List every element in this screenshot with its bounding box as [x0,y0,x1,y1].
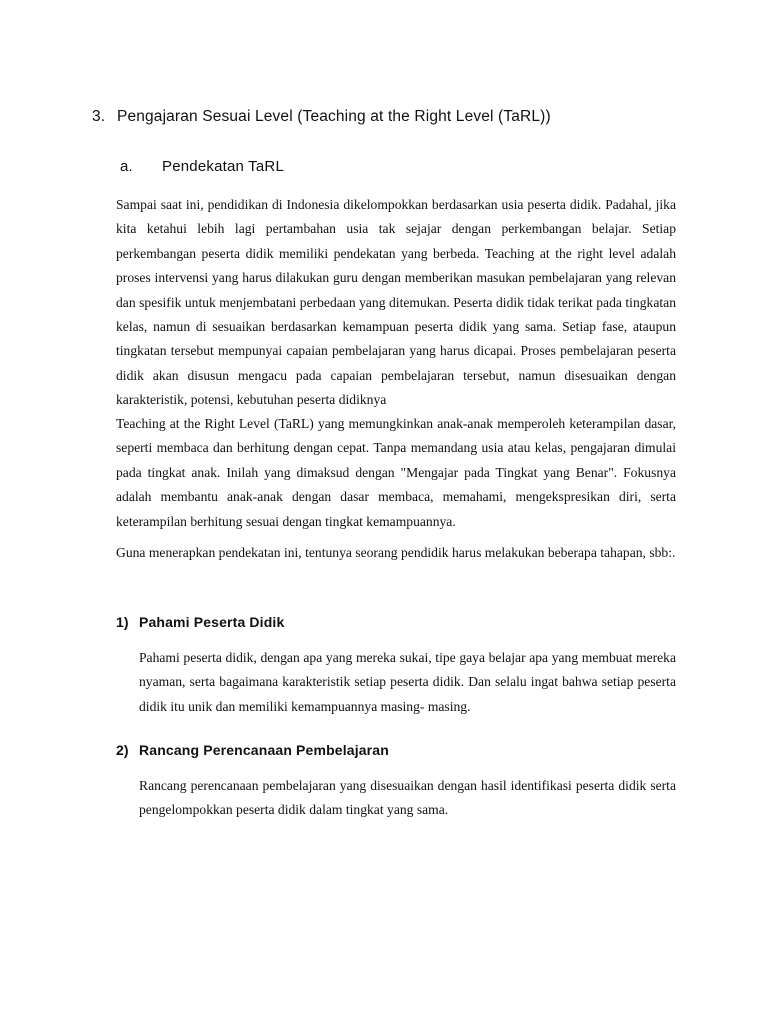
paragraph-intro: Sampai saat ini, pendidikan di Indonesia dikelompokkan berdasarkan usia peserta didik. Padahal, jika kita ketahui lebih lagi pertambahan usia tak sejajar dengan perkembangan belajar. Setiap perkembangan peserta didik memiliki pendekatan yang berbeda. Teaching at the right level adalah proses intervensi yang harus dilakukan guru dengan memberikan masukan pembelajaran yang relevan dan spesifik untuk menjembatani perbedaan yang ditemukan. Peserta didik tidak terikat pada tingkatan kelas, namun di sesuaikan berdasarkan kemampuan peserta didik yang sama. Setiap fase, ataupun tingkatan tersebut mempunyai capaian pembelajaran yang harus dicapai. Proses pembelajaran peserta didik akan disusun mengacu pada capaian pembelajaran tersebut, namun disesuaikan dengan karakteristik, potensi, kebutuhan peserta didiknya [116,197,676,408]
step-title-2: Rancang Perencanaan Pembelajaran [139,742,389,758]
subsection-number: a. [120,158,133,175]
paragraph-steps-intro: Guna menerapkan pendekatan ini, tentunya seorang pendidik harus melakukan beberapa tahapan, sbb:. [116,545,676,560]
step-heading-2 [116,742,389,758]
paragraph-tarl-definition: Teaching at the Right Level (TaRL) yang memungkinkan anak-anak memperoleh keterampilan dasar, seperti membaca dan berhitung dengan cepat. Tanpa memandang usia atau kelas, pengajaran dimulai pada tingkat anak. Inilah yang dimaksud dengan "Mengajar pada Tingkat yang Benar". Fokusnya adalah membantu anak-anak dengan dasar membaca, memahami, mengekspresikan diri, serta keterampilan berhitung sesuai dengan tingkat kemampuannya. [116,416,676,529]
step-number-2: 2) [116,742,129,758]
section-heading [92,108,551,126]
step-title-1: Pahami Peserta Didik [139,614,285,630]
step-number-1: 1) [116,614,129,630]
section-title: Pengajaran Sesuai Level (Teaching at the Right Level (TaRL)) [117,108,551,125]
step-heading-1 [116,614,284,630]
section-number: 3. [92,108,106,125]
step-body-1: Pahami peserta didik, dengan apa yang mereka sukai, tipe gaya belajar apa yang membuat mereka nyaman, serta bagaimana karakteristik setiap peserta didik. Dan selalu ingat bahwa setiap peserta didik itu unik dan memiliki kemampuannya masing- masing. [139,650,676,714]
subsection-heading [120,158,284,175]
subsection-title: Pendekatan TaRL [162,158,284,175]
step-body-2: Rancang perencanaan pembelajaran yang disesuaikan dengan hasil identifikasi peserta didik serta pengelompokkan peserta didik dalam tingkat yang sama. [139,778,676,818]
